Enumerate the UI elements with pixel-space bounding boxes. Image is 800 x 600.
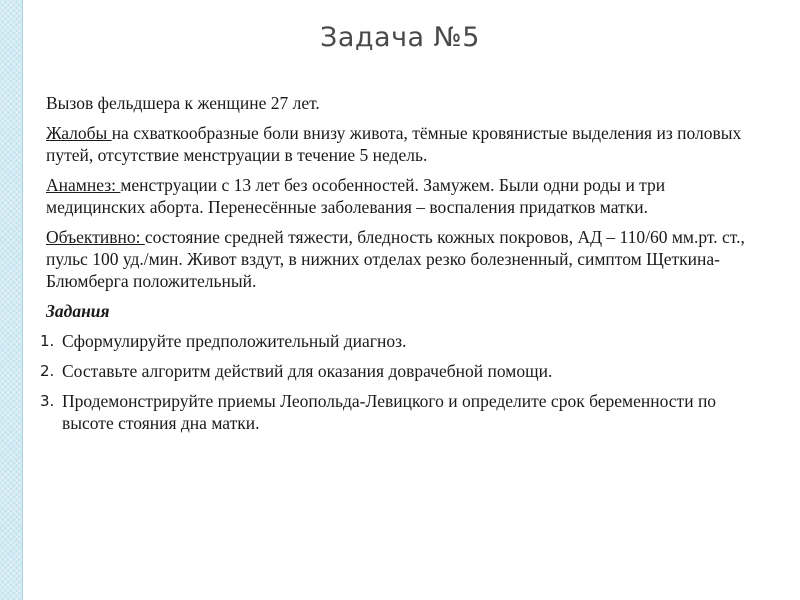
intro-paragraph: Вызов фельдшера к женщине 27 лет. xyxy=(46,93,320,113)
task-number: 3. xyxy=(40,392,55,410)
anamnesis-text: менструации с 13 лет без особенностей. Замужем. Были одни роды и три медицинских аборта. Перенесённые заболевания – воспаления придатков матки. xyxy=(46,175,666,217)
task-text: Продемонстрируйте приемы Леопольда-Левицкого и определите срок беременности по высоте стояния дна матки. xyxy=(62,391,717,433)
objective-label: Объективно: xyxy=(46,227,145,247)
task-text: Составьте алгоритм действий для оказания доврачебной помощи. xyxy=(62,361,553,381)
slide-body xyxy=(40,92,746,442)
complaints-text: на схваткообразные боли внизу живота, тёмные кровянистые выделения из половых путей, отсутствие менструации в течение 5 недель. xyxy=(46,123,742,165)
complaints-paragraph xyxy=(46,122,746,166)
task-text: Сформулируйте предположительный диагноз. xyxy=(62,331,407,351)
task-number: 1. xyxy=(40,332,55,350)
slide-title: Задача №5 xyxy=(320,22,480,53)
side-band-edge xyxy=(22,0,23,600)
task-number: 2. xyxy=(40,362,55,380)
complaints-label: Жалобы xyxy=(46,123,112,143)
objective-paragraph xyxy=(46,226,746,292)
task-item xyxy=(40,390,746,434)
task-item xyxy=(40,360,746,382)
tasks-list xyxy=(40,330,746,434)
anamnesis-paragraph xyxy=(46,174,746,218)
tasks-heading: Задания xyxy=(46,301,110,321)
anamnesis-label: Анамнез: xyxy=(46,175,121,195)
decorative-side-band xyxy=(0,0,22,600)
task-item xyxy=(40,330,746,352)
objective-text: состояние средней тяжести, бледность кожных покровов, АД – 110/60 мм.рт. ст., пульс 100 уд./мин. Живот вздут, в нижних отделах резко болезненный, симптом Щеткина-Блюмберга положительный. xyxy=(46,227,745,291)
